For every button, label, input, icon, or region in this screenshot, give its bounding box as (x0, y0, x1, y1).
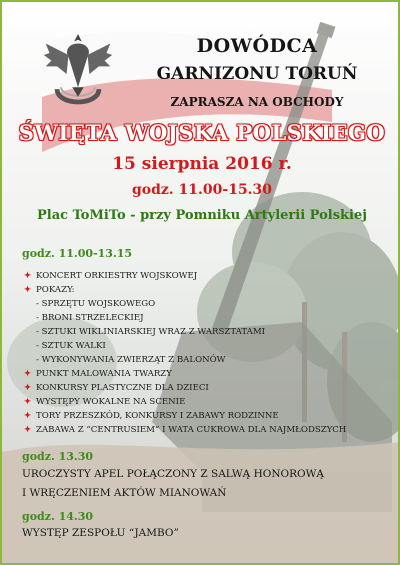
list-item-text: POKAZY: (36, 285, 75, 295)
list-item (24, 367, 394, 381)
list-item (24, 395, 394, 409)
section-3-line-1: WYSTĘP ZESPOŁU “JAMBO” (22, 527, 179, 539)
list-item-text: KONCERT ORKIESTRY WOJSKOWEJ (36, 271, 198, 281)
list-item (24, 311, 394, 325)
list-item (24, 283, 394, 297)
event-time: godz. 11.00-15.30 (131, 182, 273, 198)
list-item-text: PUNKT MALOWANIA TWARZY (36, 369, 172, 379)
red-star-bullet-icon: ✦ (24, 425, 32, 435)
list-item-text: TORY PRZESZKÓD, KONKURSY I ZABAWY RODZINNE (36, 411, 279, 421)
list-item-text: WYSTĘPY WOKALNE NA SCENIE (36, 397, 186, 407)
list-item-text: - SZTUKI WIKLINIARSKIEJ WRAZ Z WARSZTATAMI (36, 327, 266, 337)
list-item-text: ZABAWA Z “CENTRUSIEM” I WATA CUKROWA DLA NAJMŁODSZYCH (36, 425, 347, 435)
list-item (24, 325, 394, 339)
header-line-3: ZAPRASZA NA OBCHODY (170, 95, 344, 109)
red-star-bullet-icon: ✦ (24, 369, 32, 379)
list-item (24, 353, 394, 367)
red-star-bullet-icon: ✦ (24, 397, 32, 407)
list-item-text: KONKURSY PLASTYCZNE DLA DZIECI (36, 383, 209, 393)
list-item-text: - SPRZĘTU WOJSKOWEGO (36, 299, 156, 309)
header-line-2: GARNIZONU TORUŃ (156, 64, 358, 84)
section-2-line-2: I WRĘCZENIEM AKTÓW MIANOWAŃ (22, 487, 227, 499)
list-item (24, 423, 394, 437)
header-line-1: DOWÓDCA (196, 35, 318, 57)
list-item (24, 297, 394, 311)
section-2-time: godz. 13.30 (22, 450, 94, 463)
list-item-text: - SZTUK WALKI (36, 341, 106, 351)
program-list (24, 269, 394, 437)
list-item (24, 409, 394, 423)
event-headline: ŚWIĘTA WOJSKA POLSKIEGO (18, 120, 386, 145)
list-item-text: - BRONI STRZELECKIEJ (36, 313, 144, 323)
list-item (24, 269, 394, 283)
red-star-bullet-icon: ✦ (24, 285, 32, 295)
list-item (24, 381, 394, 395)
list-item-text: - WYKONYWANIA ZWIERZĄT Z BALONÓW (36, 355, 226, 365)
polish-eagle-emblem-icon (40, 30, 116, 116)
red-star-bullet-icon: ✦ (24, 383, 32, 393)
section-3-time: godz. 14.30 (22, 510, 94, 523)
section-1-time: godz. 11.00-13.15 (22, 247, 133, 260)
event-date: 15 sierpnia 2016 r. (112, 154, 292, 174)
red-star-bullet-icon: ✦ (24, 271, 32, 281)
list-item (24, 339, 394, 353)
section-2-line-1: UROCZYSTY APEL POŁĄCZONY Z SALWĄ HONOROWĄ (22, 468, 325, 480)
event-place: Plac ToMiTo - przy Pomniku Artylerii Polskiej (37, 208, 367, 223)
red-star-bullet-icon: ✦ (24, 411, 32, 421)
